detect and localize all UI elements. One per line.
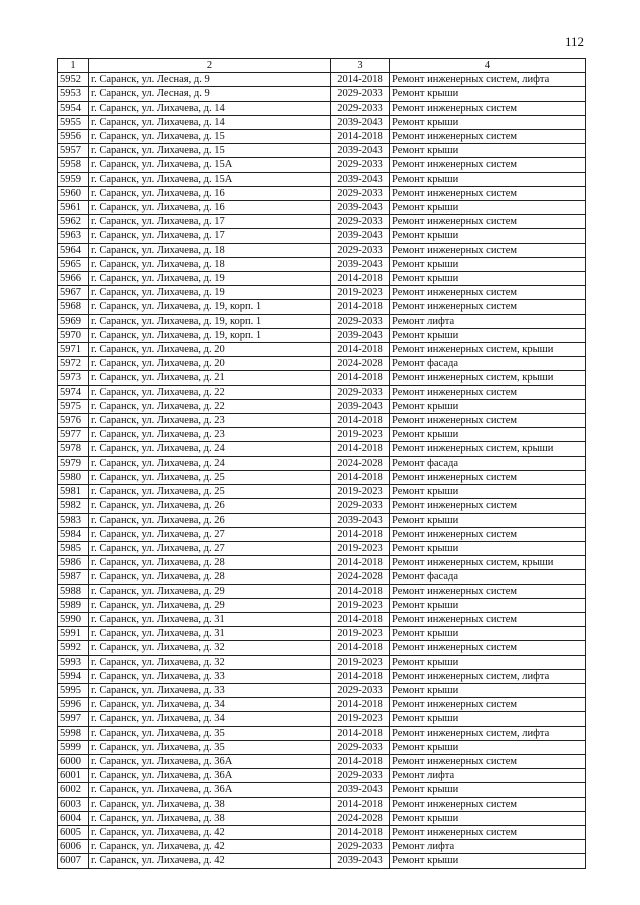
cell-work-type: Ремонт крыши: [390, 399, 586, 413]
cell-work-type: Ремонт инженерных систем: [390, 414, 586, 428]
cell-period: 2029-2033: [331, 158, 390, 172]
cell-period: 2014-2018: [331, 825, 390, 839]
cell-work-type: Ремонт фасада: [390, 570, 586, 584]
cell-period: 2014-2018: [331, 300, 390, 314]
cell-period: 2014-2018: [331, 797, 390, 811]
cell-row-number: 5978: [58, 442, 89, 456]
table-row: [58, 442, 586, 456]
cell-row-number: 5974: [58, 385, 89, 399]
table-row: [58, 854, 586, 868]
table-row: [58, 186, 586, 200]
cell-period: 2039-2043: [331, 115, 390, 129]
cell-row-number: 5991: [58, 627, 89, 641]
table-row: [58, 428, 586, 442]
cell-row-number: 5994: [58, 669, 89, 683]
table-row: [58, 357, 586, 371]
cell-address: г. Саранск, ул. Лихачева, д. 35: [89, 726, 331, 740]
table-row: [58, 584, 586, 598]
table-row: [58, 215, 586, 229]
cell-row-number: 5963: [58, 229, 89, 243]
cell-row-number: 5986: [58, 556, 89, 570]
cell-work-type: Ремонт инженерных систем, лифта: [390, 669, 586, 683]
cell-row-number: 5960: [58, 186, 89, 200]
cell-period: 2029-2033: [331, 186, 390, 200]
cell-period: 2029-2033: [331, 314, 390, 328]
cell-address: г. Саранск, ул. Лихачева, д. 16: [89, 186, 331, 200]
table-row: [58, 257, 586, 271]
cell-work-type: Ремонт крыши: [390, 485, 586, 499]
table-row: [58, 485, 586, 499]
cell-row-number: 6007: [58, 854, 89, 868]
cell-work-type: Ремонт инженерных систем: [390, 754, 586, 768]
table-row: [58, 115, 586, 129]
cell-work-type: Ремонт крыши: [390, 328, 586, 342]
cell-row-number: 5977: [58, 428, 89, 442]
table-row: [58, 499, 586, 513]
cell-row-number: 5973: [58, 371, 89, 385]
cell-row-number: 5959: [58, 172, 89, 186]
cell-row-number: 5985: [58, 541, 89, 555]
cell-address: г. Саранск, ул. Лихачева, д. 20: [89, 343, 331, 357]
cell-address: г. Саранск, ул. Лесная, д. 9: [89, 87, 331, 101]
cell-address: г. Саранск, ул. Лихачева, д. 23: [89, 428, 331, 442]
cell-row-number: 6003: [58, 797, 89, 811]
cell-period: 2019-2023: [331, 655, 390, 669]
cell-period: 2014-2018: [331, 272, 390, 286]
table-row: [58, 527, 586, 541]
table-row: [58, 286, 586, 300]
cell-address: г. Саранск, ул. Лихачева, д. 28: [89, 570, 331, 584]
cell-work-type: Ремонт инженерных систем: [390, 470, 586, 484]
table-row: [58, 740, 586, 754]
cell-address: г. Саранск, ул. Лесная, д. 9: [89, 73, 331, 87]
cell-period: 2039-2043: [331, 144, 390, 158]
table-row: [58, 513, 586, 527]
cell-period: 2019-2023: [331, 286, 390, 300]
cell-period: 2039-2043: [331, 783, 390, 797]
cell-work-type: Ремонт крыши: [390, 229, 586, 243]
cell-work-type: Ремонт инженерных систем, лифта: [390, 73, 586, 87]
cell-address: г. Саранск, ул. Лихачева, д. 42: [89, 840, 331, 854]
cell-row-number: 5975: [58, 399, 89, 413]
cell-period: 2014-2018: [331, 414, 390, 428]
cell-row-number: 6004: [58, 811, 89, 825]
cell-row-number: 5962: [58, 215, 89, 229]
cell-row-number: 5983: [58, 513, 89, 527]
cell-row-number: 5984: [58, 527, 89, 541]
cell-work-type: Ремонт фасада: [390, 456, 586, 470]
table-row: [58, 158, 586, 172]
cell-row-number: 5976: [58, 414, 89, 428]
table-row: [58, 783, 586, 797]
cell-work-type: Ремонт инженерных систем: [390, 186, 586, 200]
cell-work-type: Ремонт инженерных систем: [390, 797, 586, 811]
cell-address: г. Саранск, ул. Лихачева, д. 34: [89, 698, 331, 712]
cell-address: г. Саранск, ул. Лихачева, д. 27: [89, 541, 331, 555]
cell-period: 2029-2033: [331, 840, 390, 854]
table-row: [58, 683, 586, 697]
table-row: [58, 797, 586, 811]
cell-work-type: Ремонт инженерных систем, лифта: [390, 726, 586, 740]
cell-period: 2019-2023: [331, 541, 390, 555]
cell-work-type: Ремонт инженерных систем: [390, 641, 586, 655]
cell-row-number: 5993: [58, 655, 89, 669]
cell-row-number: 6002: [58, 783, 89, 797]
cell-address: г. Саранск, ул. Лихачева, д. 19, корп. 1: [89, 300, 331, 314]
cell-period: 2014-2018: [331, 371, 390, 385]
cell-address: г. Саранск, ул. Лихачева, д. 38: [89, 797, 331, 811]
cell-period: 2019-2023: [331, 485, 390, 499]
cell-row-number: 5996: [58, 698, 89, 712]
cell-period: 2029-2033: [331, 87, 390, 101]
cell-row-number: 5979: [58, 456, 89, 470]
cell-row-number: 5987: [58, 570, 89, 584]
cell-row-number: 5965: [58, 257, 89, 271]
cell-address: г. Саранск, ул. Лихачева, д. 42: [89, 854, 331, 868]
cell-row-number: 6001: [58, 769, 89, 783]
cell-address: г. Саранск, ул. Лихачева, д. 34: [89, 712, 331, 726]
cell-work-type: Ремонт инженерных систем: [390, 215, 586, 229]
cell-work-type: Ремонт крыши: [390, 428, 586, 442]
cell-work-type: Ремонт инженерных систем: [390, 385, 586, 399]
table-row: [58, 201, 586, 215]
cell-address: г. Саранск, ул. Лихачева, д. 19: [89, 286, 331, 300]
header-row: [58, 59, 586, 73]
cell-period: 2014-2018: [331, 527, 390, 541]
cell-row-number: 5952: [58, 73, 89, 87]
cell-work-type: Ремонт фасада: [390, 357, 586, 371]
cell-address: г. Саранск, ул. Лихачева, д. 20: [89, 357, 331, 371]
cell-work-type: Ремонт инженерных систем: [390, 612, 586, 626]
cell-period: 2014-2018: [331, 754, 390, 768]
cell-address: г. Саранск, ул. Лихачева, д. 23: [89, 414, 331, 428]
cell-work-type: Ремонт инженерных систем: [390, 499, 586, 513]
cell-period: 2024-2028: [331, 357, 390, 371]
table-row: [58, 641, 586, 655]
table-row: [58, 300, 586, 314]
cell-work-type: Ремонт крыши: [390, 598, 586, 612]
cell-address: г. Саранск, ул. Лихачева, д. 15: [89, 144, 331, 158]
table-row: [58, 570, 586, 584]
column-header-period: 3: [331, 59, 390, 73]
cell-period: 2024-2028: [331, 570, 390, 584]
cell-work-type: Ремонт инженерных систем: [390, 300, 586, 314]
cell-address: г. Саранск, ул. Лихачева, д. 19, корп. 1: [89, 314, 331, 328]
table-row: [58, 101, 586, 115]
cell-period: 2029-2033: [331, 385, 390, 399]
cell-row-number: 5955: [58, 115, 89, 129]
table-row: [58, 73, 586, 87]
cell-address: г. Саранск, ул. Лихачева, д. 18: [89, 243, 331, 257]
cell-address: г. Саранск, ул. Лихачева, д. 15А: [89, 172, 331, 186]
cell-period: 2039-2043: [331, 172, 390, 186]
cell-row-number: 5981: [58, 485, 89, 499]
cell-period: 2029-2033: [331, 499, 390, 513]
table-row: [58, 130, 586, 144]
table-row: [58, 144, 586, 158]
cell-work-type: Ремонт крыши: [390, 683, 586, 697]
cell-address: г. Саранск, ул. Лихачева, д. 36А: [89, 783, 331, 797]
cell-period: 2014-2018: [331, 442, 390, 456]
table-row: [58, 825, 586, 839]
table-row: [58, 470, 586, 484]
cell-work-type: Ремонт крыши: [390, 783, 586, 797]
cell-period: 2014-2018: [331, 612, 390, 626]
cell-row-number: 6005: [58, 825, 89, 839]
cell-work-type: Ремонт инженерных систем: [390, 158, 586, 172]
cell-work-type: Ремонт инженерных систем: [390, 527, 586, 541]
cell-work-type: Ремонт инженерных систем, крыши: [390, 556, 586, 570]
table-row: [58, 87, 586, 101]
cell-period: 2039-2043: [331, 399, 390, 413]
table-row: [58, 598, 586, 612]
table-row: [58, 172, 586, 186]
cell-period: 2039-2043: [331, 201, 390, 215]
table-body: [58, 73, 586, 868]
cell-work-type: Ремонт крыши: [390, 115, 586, 129]
cell-address: г. Саранск, ул. Лихачева, д. 28: [89, 556, 331, 570]
cell-address: г. Саранск, ул. Лихачева, д. 38: [89, 811, 331, 825]
cell-work-type: Ремонт инженерных систем: [390, 130, 586, 144]
cell-address: г. Саранск, ул. Лихачева, д. 27: [89, 527, 331, 541]
cell-address: г. Саранск, ул. Лихачева, д. 14: [89, 101, 331, 115]
cell-address: г. Саранск, ул. Лихачева, д. 22: [89, 385, 331, 399]
cell-address: г. Саранск, ул. Лихачева, д. 19: [89, 272, 331, 286]
cell-address: г. Саранск, ул. Лихачева, д. 25: [89, 470, 331, 484]
cell-period: 2039-2043: [331, 328, 390, 342]
cell-row-number: 5982: [58, 499, 89, 513]
cell-period: 2024-2028: [331, 811, 390, 825]
cell-row-number: 5995: [58, 683, 89, 697]
cell-work-type: Ремонт крыши: [390, 87, 586, 101]
cell-row-number: 5961: [58, 201, 89, 215]
cell-address: г. Саранск, ул. Лихачева, д. 25: [89, 485, 331, 499]
cell-work-type: Ремонт инженерных систем: [390, 698, 586, 712]
cell-work-type: Ремонт лифта: [390, 314, 586, 328]
cell-work-type: Ремонт крыши: [390, 257, 586, 271]
cell-work-type: Ремонт инженерных систем: [390, 101, 586, 115]
cell-address: г. Саранск, ул. Лихачева, д. 22: [89, 399, 331, 413]
cell-work-type: Ремонт крыши: [390, 513, 586, 527]
cell-address: г. Саранск, ул. Лихачева, д. 31: [89, 612, 331, 626]
cell-period: 2019-2023: [331, 627, 390, 641]
cell-address: г. Саранск, ул. Лихачева, д. 26: [89, 499, 331, 513]
cell-period: 2039-2043: [331, 257, 390, 271]
table-row: [58, 328, 586, 342]
cell-period: 2029-2033: [331, 683, 390, 697]
cell-work-type: Ремонт крыши: [390, 811, 586, 825]
table-row: [58, 556, 586, 570]
cell-address: г. Саранск, ул. Лихачева, д. 42: [89, 825, 331, 839]
table-row: [58, 612, 586, 626]
cell-row-number: 5967: [58, 286, 89, 300]
cell-work-type: Ремонт инженерных систем: [390, 286, 586, 300]
cell-row-number: 5998: [58, 726, 89, 740]
cell-row-number: 5971: [58, 343, 89, 357]
cell-row-number: 5972: [58, 357, 89, 371]
table-row: [58, 811, 586, 825]
table-row: [58, 314, 586, 328]
cell-row-number: 5980: [58, 470, 89, 484]
column-header-number: 1: [58, 59, 89, 73]
cell-period: 2019-2023: [331, 428, 390, 442]
repair-schedule-table: [57, 58, 586, 869]
cell-address: г. Саранск, ул. Лихачева, д. 32: [89, 641, 331, 655]
cell-period: 2019-2023: [331, 712, 390, 726]
cell-period: 2014-2018: [331, 343, 390, 357]
table-row: [58, 754, 586, 768]
cell-row-number: 5989: [58, 598, 89, 612]
cell-period: 2029-2033: [331, 769, 390, 783]
cell-row-number: 5957: [58, 144, 89, 158]
cell-address: г. Саранск, ул. Лихачева, д. 35: [89, 740, 331, 754]
cell-row-number: 5953: [58, 87, 89, 101]
cell-row-number: 5964: [58, 243, 89, 257]
table-row: [58, 414, 586, 428]
cell-work-type: Ремонт крыши: [390, 144, 586, 158]
cell-address: г. Саранск, ул. Лихачева, д. 21: [89, 371, 331, 385]
cell-address: г. Саранск, ул. Лихачева, д. 24: [89, 442, 331, 456]
cell-period: 2024-2028: [331, 456, 390, 470]
cell-period: 2014-2018: [331, 726, 390, 740]
table-row: [58, 456, 586, 470]
cell-period: 2014-2018: [331, 556, 390, 570]
cell-address: г. Саранск, ул. Лихачева, д. 36А: [89, 754, 331, 768]
cell-address: г. Саранск, ул. Лихачева, д. 31: [89, 627, 331, 641]
cell-row-number: 5956: [58, 130, 89, 144]
cell-row-number: 5958: [58, 158, 89, 172]
cell-work-type: Ремонт крыши: [390, 655, 586, 669]
cell-period: 2029-2033: [331, 740, 390, 754]
cell-row-number: 5968: [58, 300, 89, 314]
cell-period: 2014-2018: [331, 130, 390, 144]
cell-work-type: Ремонт инженерных систем: [390, 825, 586, 839]
cell-period: 2014-2018: [331, 698, 390, 712]
cell-period: 2014-2018: [331, 641, 390, 655]
cell-address: г. Саранск, ул. Лихачева, д. 17: [89, 229, 331, 243]
cell-work-type: Ремонт инженерных систем, крыши: [390, 442, 586, 456]
cell-address: г. Саранск, ул. Лихачева, д. 14: [89, 115, 331, 129]
cell-row-number: 6000: [58, 754, 89, 768]
cell-period: 2029-2033: [331, 101, 390, 115]
cell-address: г. Саранск, ул. Лихачева, д. 33: [89, 669, 331, 683]
cell-work-type: Ремонт инженерных систем: [390, 243, 586, 257]
cell-address: г. Саранск, ул. Лихачева, д. 36А: [89, 769, 331, 783]
cell-row-number: 5997: [58, 712, 89, 726]
table-row: [58, 627, 586, 641]
page-number: 112: [564, 34, 584, 49]
cell-row-number: 5954: [58, 101, 89, 115]
cell-row-number: 5990: [58, 612, 89, 626]
cell-address: г. Саранск, ул. Лихачева, д. 32: [89, 655, 331, 669]
cell-address: г. Саранск, ул. Лихачева, д. 26: [89, 513, 331, 527]
cell-address: г. Саранск, ул. Лихачева, д. 16: [89, 201, 331, 215]
table-row: [58, 272, 586, 286]
cell-period: 2039-2043: [331, 513, 390, 527]
table-row: [58, 712, 586, 726]
cell-address: г. Саранск, ул. Лихачева, д. 29: [89, 598, 331, 612]
cell-work-type: Ремонт крыши: [390, 272, 586, 286]
cell-period: 2029-2033: [331, 243, 390, 257]
table-row: [58, 371, 586, 385]
table-row: [58, 669, 586, 683]
cell-work-type: Ремонт крыши: [390, 854, 586, 868]
table-row: [58, 698, 586, 712]
cell-work-type: Ремонт лифта: [390, 840, 586, 854]
cell-work-type: Ремонт крыши: [390, 740, 586, 754]
cell-address: г. Саранск, ул. Лихачева, д. 33: [89, 683, 331, 697]
cell-period: 2014-2018: [331, 669, 390, 683]
cell-address: г. Саранск, ул. Лихачева, д. 15А: [89, 158, 331, 172]
table-row: [58, 243, 586, 257]
cell-work-type: Ремонт лифта: [390, 769, 586, 783]
cell-address: г. Саранск, ул. Лихачева, д. 15: [89, 130, 331, 144]
table-row: [58, 840, 586, 854]
table-row: [58, 385, 586, 399]
table-row: [58, 343, 586, 357]
cell-address: г. Саранск, ул. Лихачева, д. 18: [89, 257, 331, 271]
cell-work-type: Ремонт крыши: [390, 201, 586, 215]
cell-row-number: 5966: [58, 272, 89, 286]
cell-work-type: Ремонт инженерных систем: [390, 584, 586, 598]
cell-period: 2039-2043: [331, 854, 390, 868]
cell-period: 2014-2018: [331, 584, 390, 598]
cell-address: г. Саранск, ул. Лихачева, д. 24: [89, 456, 331, 470]
cell-address: г. Саранск, ул. Лихачева, д. 29: [89, 584, 331, 598]
table-row: [58, 541, 586, 555]
table-row: [58, 769, 586, 783]
cell-work-type: Ремонт крыши: [390, 627, 586, 641]
cell-row-number: 5999: [58, 740, 89, 754]
cell-row-number: 5988: [58, 584, 89, 598]
cell-period: 2014-2018: [331, 470, 390, 484]
table-row: [58, 229, 586, 243]
table-row: [58, 655, 586, 669]
cell-work-type: Ремонт инженерных систем, крыши: [390, 371, 586, 385]
cell-work-type: Ремонт крыши: [390, 712, 586, 726]
cell-row-number: 5970: [58, 328, 89, 342]
cell-address: г. Саранск, ул. Лихачева, д. 17: [89, 215, 331, 229]
cell-period: 2019-2023: [331, 598, 390, 612]
column-header-work-type: 4: [390, 59, 586, 73]
cell-address: г. Саранск, ул. Лихачева, д. 19, корп. 1: [89, 328, 331, 342]
cell-period: 2014-2018: [331, 73, 390, 87]
cell-row-number: 5992: [58, 641, 89, 655]
cell-period: 2029-2033: [331, 215, 390, 229]
cell-period: 2039-2043: [331, 229, 390, 243]
cell-work-type: Ремонт крыши: [390, 172, 586, 186]
cell-row-number: 6006: [58, 840, 89, 854]
table-row: [58, 399, 586, 413]
column-header-address: 2: [89, 59, 331, 73]
cell-row-number: 5969: [58, 314, 89, 328]
cell-work-type: Ремонт инженерных систем, крыши: [390, 343, 586, 357]
cell-work-type: Ремонт крыши: [390, 541, 586, 555]
table-row: [58, 726, 586, 740]
